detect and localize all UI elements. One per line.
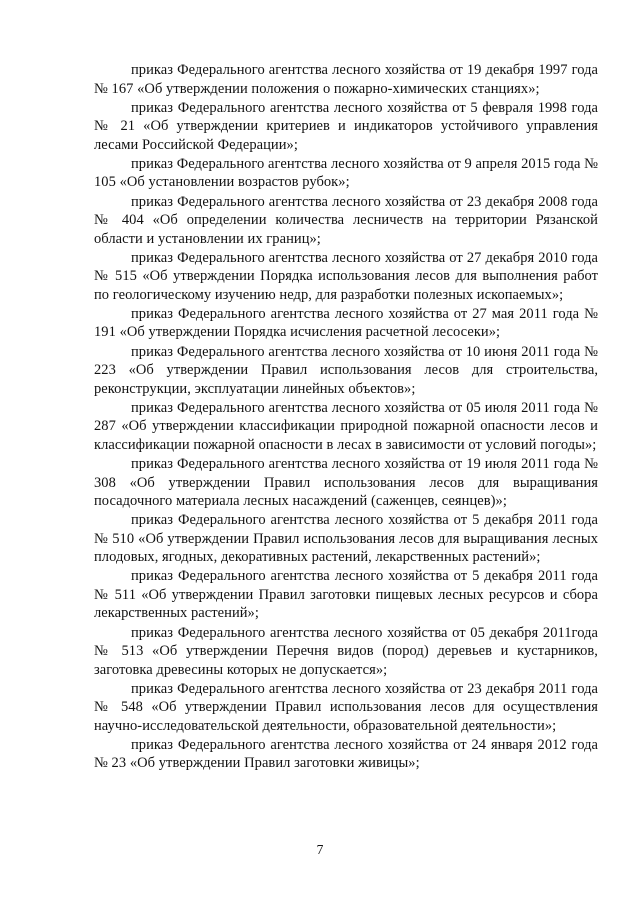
list-item: приказ Федерального агентства лесного хозяйства от 9 апреля 2015 года № 105 «Об установлении возрастов рубок»;	[94, 155, 598, 191]
list-item: приказ Федерального агентства лесного хозяйства от 27 мая 2011 года № 191 «Об утверждении Порядка исчисления расчетной лесосеки»;	[94, 305, 598, 341]
list-item: приказ Федерального агентства лесного хозяйства от 27 декабря 2010 года № 515 «Об утверждении Порядка использования лесов для выполнения работ по геологическому изучению недр, для разработки полезных ископаемых»;	[94, 249, 598, 303]
list-item: приказ Федерального агентства лесного хозяйства от 5 декабря 2011 года № 511 «Об утверждении Правил заготовки пищевых лесных ресурсов и сбора лекарственных растений»;	[94, 568, 598, 622]
list-item: приказ Федерального агентства лесного хозяйства от 24 января 2012 года № 23 «Об утверждении Правил заготовки живицы»;	[94, 736, 598, 772]
list-item: приказ Федерального агентства лесного хозяйства от 23 декабря 2011 года № 548 «Об утверждении Правил использования лесов для осуществления научно-исследовательской деятельности, образовательной деятельности»;	[94, 680, 598, 734]
page-number: 7	[316, 842, 324, 857]
list-item: приказ Федерального агентства лесного хозяйства от 05 декабря 2011года № 513 «Об утверждении Перечня видов (пород) деревьев и кустарников, заготовка древесины которых не допускается»;	[94, 624, 598, 678]
list-item: приказ Федерального агентства лесного хозяйства от 5 февраля 1998 года № 21 «Об утверждении критериев и индикаторов устойчивого управления лесами Российской Федерации»;	[94, 99, 598, 153]
document-body	[94, 61, 598, 774]
list-item: приказ Федерального агентства лесного хозяйства от 19 июля 2011 года № 308 «Об утверждении Правил использования лесов для выращивания посадочного материала лесных насаждений (саженцев, сеянцев)»;	[94, 456, 598, 509]
list-item: приказ Федерального агентства лесного хозяйства от 10 июня 2011 года № 223 «Об утверждении Правил использования лесов для строительства, реконструкции, эксплуатации линейных объектов»;	[94, 343, 598, 397]
list-item: приказ Федерального агентства лесного хозяйства от 05 июля 2011 года № 287 «Об утверждении классификации природной пожарной опасности лесов и классификации пожарной опасности в лесах в зависимости от условий погоды»;	[94, 399, 598, 453]
list-item: приказ Федерального агентства лесного хозяйства от 19 декабря 1997 года № 167 «Об утверждении положения о пожарно-химических станциях»;	[94, 62, 598, 97]
list-item: приказ Федерального агентства лесного хозяйства от 5 декабря 2011 года № 510 «Об утверждении Правил использования лесов для выращивания лесных плодовых, ягодных, декоративных растений, лекарственных растений»;	[94, 512, 598, 566]
list-item: приказ Федерального агентства лесного хозяйства от 23 декабря 2008 года № 404 «Об определении количества лесничеств на территории Рязанской области и установлении их границ»;	[94, 193, 598, 247]
